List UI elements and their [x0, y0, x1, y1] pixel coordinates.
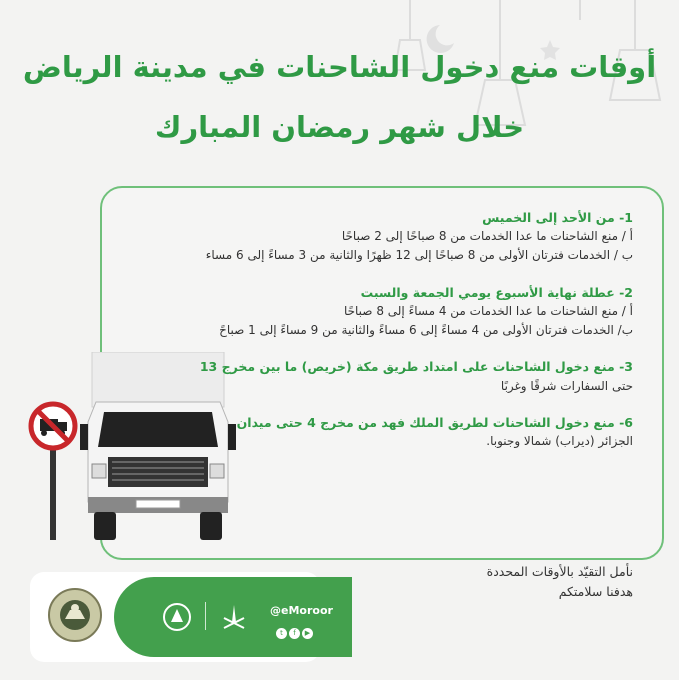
twitter-icon[interactable]: t	[276, 628, 287, 639]
social-handle[interactable]: @eMoroor	[270, 604, 333, 617]
page-subtitle: خلال شهر رمضان المبارك	[154, 110, 525, 144]
closing-message	[487, 562, 633, 602]
rule-line: أ / منع الشاحنات ما عدا الخدمات من 8 صباحًا إلى 2 صباحًا	[341, 229, 633, 244]
saudi-emblem-icon	[217, 600, 251, 634]
rule-heading: 2- عطلة نهاية الأسبوع يومي الجمعة والسبت	[360, 284, 633, 300]
rule-heading: 6- منع دخول الشاحنات لطريق الملك فهد من مخرج 4 حتى ميدان	[236, 415, 633, 431]
rule-2	[73, 283, 633, 340]
rule-4	[73, 413, 633, 451]
rule-line: حتى السفارات شرقًا وغربًا	[500, 378, 633, 393]
rule-line: أ / منع الشاحنات ما عدا الخدمات من 4 مساءً إلى 8 صباحًا	[343, 303, 633, 318]
rule-heading: 3- منع دخول الشاحنات على امتداد طريق مكة (خريص) ما بين مخرج 13	[199, 359, 633, 375]
page-title: أوقات منع دخول الشاحنات في مدينة الرياض	[22, 50, 657, 84]
facebook-icon[interactable]: f	[289, 628, 300, 639]
youtube-icon[interactable]: ▶	[302, 628, 313, 639]
divider	[205, 602, 206, 630]
rule-3	[73, 357, 633, 395]
ministry-emblem-icon	[160, 600, 194, 634]
rule-line: الجزائر (ديراب) شمالا وجنوبا.	[486, 434, 633, 449]
crescent-icon	[427, 25, 454, 53]
traffic-police-emblem-icon	[46, 586, 104, 644]
rules-list	[73, 208, 633, 469]
closing-line: نأمل التقيّد بالأوقات المحددة	[486, 564, 633, 579]
rule-line: ب / الخدمات فترتان الأولى من 8 صباحًا إلى 12 ظهرًا والثانية من 3 مساءً إلى 6 مساء	[205, 247, 633, 262]
closing-line: هدفنا سلامتكم	[558, 584, 633, 599]
social-icons	[276, 620, 315, 639]
rule-heading: 1- من الأحد إلى الخميس	[482, 210, 633, 225]
no-trucks-sign-icon	[28, 400, 78, 545]
rule-1	[73, 208, 633, 265]
rule-line: ب/ الخدمات فترتان الأولى من 4 مساءً إلى 6 مساءً والثانية من 9 مساءً إلى 1 صباحً	[219, 322, 633, 337]
